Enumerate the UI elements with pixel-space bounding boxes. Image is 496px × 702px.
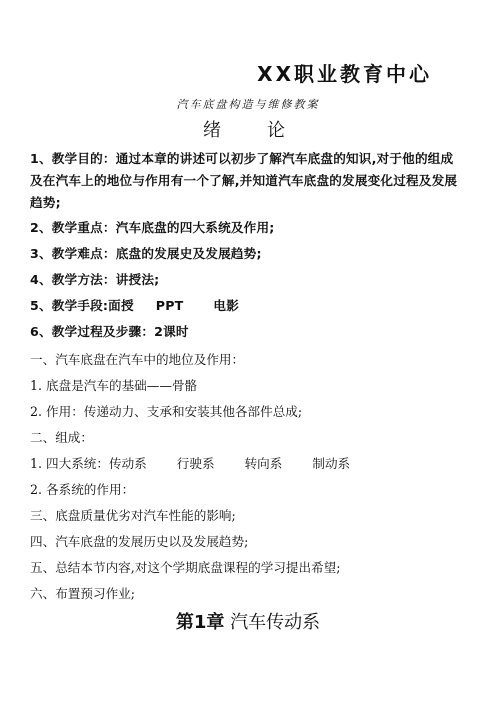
section-heading: 绪 论 bbox=[203, 120, 299, 141]
content-point-2-2: 2. 各系统的作用： bbox=[30, 482, 135, 497]
content-section-1: 一、汽车底盘在汽车中的地位及作用： bbox=[30, 352, 245, 367]
objective-item-3: 3、教学难点：底盘的发展史及发展趋势; bbox=[30, 246, 262, 261]
lesson-plan-title: 汽车底盘构造与维修教案 bbox=[176, 98, 320, 111]
teaching-means-ppt: PPT bbox=[155, 298, 184, 313]
content-section-3: 三、底盘质量优劣对汽车性能的影响; bbox=[30, 508, 236, 523]
objective-item-4: 4、教学方法：讲授法; bbox=[30, 272, 160, 287]
objective-item-6: 6、教学过程及步骤：2课时 bbox=[30, 324, 189, 339]
system-driving: 行驶系 bbox=[176, 456, 215, 471]
content-section-4: 四、汽车底盘的发展历史以及发展趋势; bbox=[30, 534, 249, 549]
objective-item-2: 2、教学重点：汽车底盘的四大系统及作用; bbox=[30, 220, 275, 235]
school-name: XX职业教育中心 bbox=[257, 62, 432, 86]
content-section-2: 二、组成： bbox=[30, 430, 93, 445]
content-point-1-1: 1. 底盘是汽车的基础——骨骼 bbox=[30, 378, 198, 393]
content-section-6: 六、布置预习作业; bbox=[30, 586, 135, 601]
objective-item-1: 1、教学目的：通过本章的讲述可以初步了解汽车底盘的知识,对于他的组成及在汽车上的地位与作用有一个了解,并知道汽车底盘的发展变化过程及发展趋势; bbox=[30, 151, 458, 210]
system-steering: 转向系 bbox=[244, 456, 283, 471]
chapter-title bbox=[0, 608, 496, 634]
teaching-means-label: 5、教学手段:面授 bbox=[30, 298, 134, 313]
system-braking: 制动系 bbox=[312, 456, 351, 471]
content-point-2-1 bbox=[30, 451, 462, 477]
objective-item-5 bbox=[30, 295, 462, 321]
teaching-means-film: 电影 bbox=[213, 298, 240, 313]
four-systems-label: 1. 四大系统：传动系 bbox=[30, 456, 147, 471]
content-point-1-2: 2. 作用：传递动力、支承和安装其他各部件总成; bbox=[30, 404, 303, 419]
document-body bbox=[30, 148, 462, 607]
chapter-number: 第1章 bbox=[175, 612, 225, 633]
content-section-5: 五、总结本节内容,对这个学期底盘课程的学习提出希望; bbox=[30, 560, 341, 575]
chapter-name: 汽车传动系 bbox=[230, 612, 321, 633]
